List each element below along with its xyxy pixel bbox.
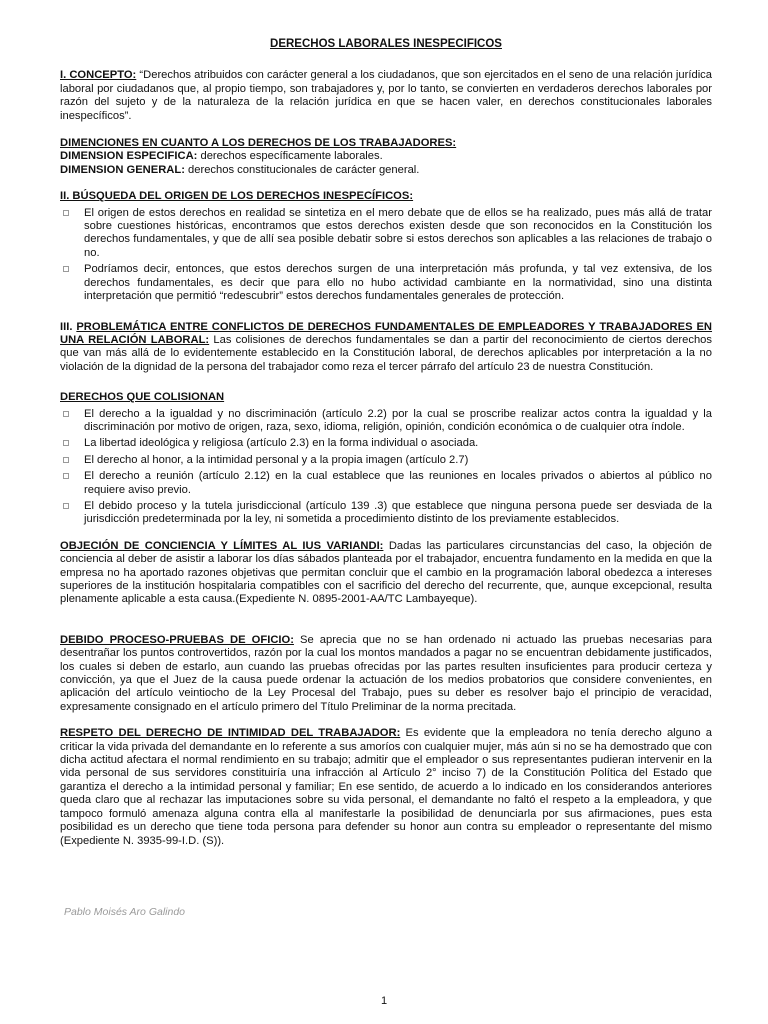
list-item: El debido proceso y la tutela jurisdiccional (artículo 139 .3) que establece que ninguna persona puede ser desviada de la jurisdicción predeterminada por la ley, ni sometida a procedimiento distinto de los previamente establecidos. <box>60 500 712 527</box>
busqueda-heading: II. BÚSQUEDA DEL ORIGEN DE LOS DERECHOS INESPECÍFICOS: <box>60 190 414 203</box>
problematica-heading: PROBLEMÁTICA ENTRE CONFLICTOS DE DERECHOS FUNDAMENTALES DE EMPLEADORES Y TRABAJADORES EN UNA RELACIÓN LABORAL: <box>60 320 713 346</box>
respeto-heading: RESPETO DEL DERECHO DE INTIMIDAD DEL TRABAJADOR: <box>60 727 401 740</box>
problematica-text: Las colisiones de derechos fundamentales se dan a partir del reconocimiento de ciertos derechos que van más allá de lo evidentemente establecido en la Constitución laboral, de derechos aplicables por interpretación a la no violación de la dignidad de la persona del trabajador como reza el tercer párrafo del artículo 23 de nuestra Constitución. <box>60 333 712 373</box>
concepto-heading: I. CONCEPTO: <box>60 69 137 82</box>
debido-paragraph <box>60 634 712 714</box>
checkbox-bullet-icon <box>63 411 69 417</box>
dimension-general-text: derechos constitucionales de carácter general. <box>184 163 420 176</box>
debido-heading: DEBIDO PROCESO-PRUEBAS DE OFICIO: <box>60 633 294 646</box>
problematica-number: III. <box>60 320 73 333</box>
author-signature: Pablo Moisés Aro Galindo <box>64 906 186 918</box>
colisionan-section <box>60 391 712 527</box>
list-item: El derecho a la igualdad y no discriminación (artículo 2.2) por la cual se proscribe realizar actos contra la igualdad y la discriminación por motivo de origen, raza, sexo, idioma, religión, opinión, condición económica o de cualquier otra índole. <box>60 408 712 435</box>
dimension-especifica-text: derechos específicamente laborales. <box>197 150 383 163</box>
checkbox-bullet-icon <box>63 210 69 216</box>
objecion-text: Dadas las particulares circunstancias del caso, la objeción de conciencia al deber de asistir a laborar los días sábados planteada por el trabajador, encuentra fundamento en la medida en que la empresa no ha aportado razones objetivas que permitan concluir que el cambio en la programación laboral obedezca a intereses superiores de la institución hospitalaria compatibles con el sacrificio del derecho del recurrente, que, aunque excepcional, resulta plenamente aplicable a esta causa.(Expediente N. 0895-2001-AA/TC Lambayeque). <box>60 539 712 606</box>
document-body <box>60 28 712 848</box>
debido-text: Se aprecia que no se han ordenado ni actuado las pruebas necesarias para desentrañar los puntos controvertidos, razón por la cual los montos mandados a pagar no se encuentran debidamente justificados, los cuales si deben de estarlo, aun cuando las pruebas ofrecidas por las partes resulten insuficientes para producir certeza y convicción, ya que el Juez de la causa puede ordenar la actuación de los medios probatorios que considere convenientes, en aplicación del artículo veintiocho de la Ley Procesal del Trabajo, pues su deber es resolver bajo el principio de veracidad, expresamente consignado en el artículo primero del Título Preliminar de la norma precitada. <box>60 633 712 713</box>
busqueda-section <box>60 190 712 303</box>
page-number: 1 <box>380 995 388 1007</box>
busqueda-list <box>60 207 712 304</box>
dimension-general-label: DIMENSION GENERAL: <box>60 163 185 176</box>
colisionan-heading: DERECHOS QUE COLISIONAN <box>60 391 225 404</box>
problematica-paragraph <box>60 321 712 375</box>
respeto-text: Es evidente que la empleadora no tenía derecho alguno a criticar la vida privada del demandante en lo referente a sus amoríos con cualquier mujer, más aún si no se ha demostrado que con dicha actitud afectara el normal rendimiento en su trabajo; admitir que el empleador o sus representantes pudieran intervenir en la vida personal de sus servidores constituiría una infracción al Artículo 2° inciso 7) de la Constitución Política del Estado que garantiza el derecho a la intimidad personal y familiar; En ese sentido, de acuerdo a lo indicado en los considerandos anteriores queda claro que al rechazar las imputaciones sobre su vida personal, el demandante no faltó el respeto a la empleadora, y que tampoco formuló amenaza alguna contra ella al manifestarle la posibilidad de denunciarla por sus afirmaciones, pues esta posibilidad es un derecho que tiene toda persona para defender su honor aun contra su empleador o representante del mismo (Expediente N. 3935-99-I.D. (S)). <box>60 727 712 847</box>
respeto-paragraph <box>60 727 712 848</box>
concepto-paragraph <box>60 69 712 123</box>
dimension-especifica-label: DIMENSION ESPECIFICA: <box>60 150 198 163</box>
dimension-especifica <box>60 150 712 163</box>
concepto-text: “Derechos atribuidos con carácter general a los ciudadanos, que son ejercitados en el seno de una relación jurídica laboral por ciudadanos que, al propio tiempo, son trabajadores y, por lo tanto, se convierten en verdaderos derechos laborales por razón del sujeto y de la naturaleza de la relación jurídica en que se hacen valer, en derechos constitucionales laborales inespecíficos”. <box>60 69 713 122</box>
dimension-general <box>60 164 712 177</box>
list-item: El derecho al honor, a la intimidad personal y a la propia imagen (artículo 2.7) <box>60 454 712 467</box>
objecion-paragraph <box>60 540 712 607</box>
checkbox-bullet-icon <box>63 457 69 463</box>
dimensiones-section <box>60 137 712 177</box>
checkbox-bullet-icon <box>63 266 69 272</box>
list-item: El derecho a reunión (artículo 2.12) en la cual establece que las reuniones en locales privados o abiertos al público no requiere aviso previo. <box>60 470 712 497</box>
checkbox-bullet-icon <box>63 473 69 479</box>
checkbox-bullet-icon <box>63 503 69 509</box>
list-item: El origen de estos derechos en realidad se sintetiza en el mero debate que de ellos se ha realizado, pues más allá de tratar sobre cuestiones históricas, encontramos que estos derechos existen desde que son reconocidos en la Constitución los derechos fundamentales, y que de allí sea posible debatir sobre si estos derechos son aplicables a las relaciones de trabajo o no. <box>60 207 712 261</box>
checkbox-bullet-icon <box>63 440 69 446</box>
colisionan-list <box>60 408 712 527</box>
list-item: Podríamos decir, entonces, que estos derechos surgen de una interpretación más profunda, y tal vez extensiva, de los derechos fundamentales, es decir que para ello no hubo actividad cambiante en la normatividad, sino una distinta interpretación que permitió “redescubrir” estos derechos fundamentales generales de protección. <box>60 263 712 303</box>
list-item: La libertad ideológica y religiosa (artículo 2.3) en la forma individual o asociada. <box>60 437 712 450</box>
document-title: DERECHOS LABORALES INESPECIFICOS <box>270 38 502 50</box>
dimensiones-heading: DIMENCIONES EN CUANTO A LOS DERECHOS DE LOS TRABAJADORES: <box>60 137 457 150</box>
objecion-heading: OBJECIÓN DE CONCIENCIA Y LÍMITES AL IUS VARIANDI: <box>60 539 384 552</box>
